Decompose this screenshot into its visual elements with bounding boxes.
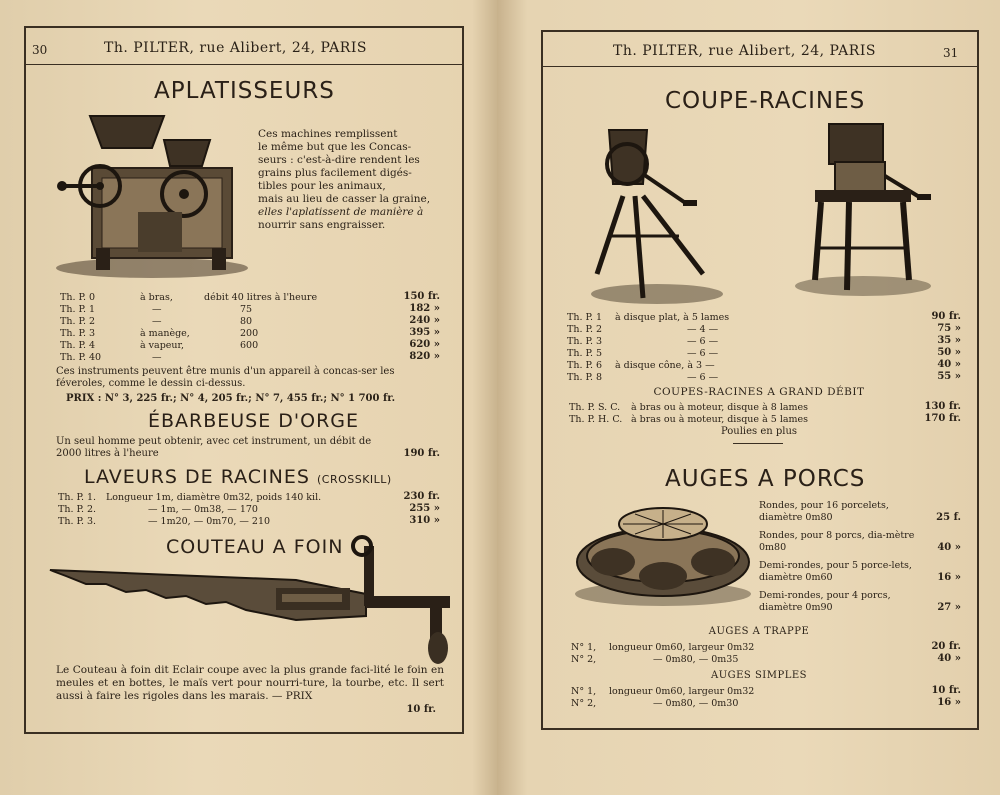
aplatisseur-illustration [52, 108, 248, 284]
model-code: Th. P. 8 [567, 372, 603, 383]
ebarbeuse-title: ÉBARBEUSE D'ORGE [148, 410, 360, 432]
price: 395 » [409, 327, 440, 338]
model-code: Th. P. 3. [58, 516, 97, 527]
root-cutter-left-illustration [587, 124, 727, 304]
description-line: nourrir sans engraisser. [258, 219, 386, 231]
coupe-racines-title: COUPE-RACINES [665, 88, 866, 114]
price: 35 » [937, 335, 961, 346]
description-line: mais au lieu de casser la graine, [258, 193, 431, 205]
laveurs-subtitle: (CROSSKILL) [316, 473, 392, 486]
model-code: Th. P. 6 [567, 360, 603, 371]
price: 40 » [937, 542, 961, 553]
left-page [0, 0, 497, 795]
row-info: longueur 0m60, largeur 0m32 [609, 686, 755, 697]
row-info: 600 [240, 340, 259, 351]
model-code: Th. P. 0 [60, 292, 96, 303]
drive-type: — [152, 352, 162, 363]
row-info: 200 [240, 328, 259, 339]
price: 16 » [937, 697, 961, 708]
price: 820 » [409, 351, 440, 362]
aplatisseurs-description [258, 128, 440, 232]
row-info: à disque plat, à 5 lames [615, 312, 730, 323]
model-code: N° 2, [571, 654, 597, 665]
drive-type: à vapeur, [140, 340, 185, 351]
page-header: Th. PILTER, rue Alibert, 24, PARIS [613, 43, 876, 59]
model-code: Th. P. H. C. [569, 414, 623, 425]
laveurs-title-text: LAVEURS DE RACINES [84, 466, 310, 488]
price: 182 » [409, 303, 440, 314]
hay-knife-illustration [46, 536, 458, 666]
row-info: à disque cône, à 3 — [615, 360, 715, 371]
model-code: Th. P. S. C. [569, 402, 621, 413]
row-info: — 0m80, — 0m30 [653, 698, 739, 709]
model-code: Th. P. 2. [58, 504, 97, 515]
page-number: 30 [32, 43, 48, 57]
price: 75 » [937, 323, 961, 334]
price: 40 » [937, 359, 961, 370]
description-line: Ces machines remplissent [258, 128, 398, 140]
aplatisseurs-title: APLATISSEURS [154, 78, 335, 104]
model-code: Th. P. 1 [60, 304, 96, 315]
couteau-price: 10 fr. [406, 704, 436, 715]
price: 230 fr. [403, 491, 440, 502]
row-info: — 1m, — 0m38, — 170 [148, 504, 258, 515]
aplatisseurs-prix: PRIX : N° 3, 225 fr.; N° 4, 205 fr.; N° 7, 455 fr.; N° 1 700 fr. [66, 393, 396, 404]
price: 27 » [937, 602, 961, 613]
right-header-rule [541, 66, 979, 67]
row-info: 75 [240, 304, 253, 315]
row-info: Demi-rondes, pour 5 porce-lets, diamètre 0m60 [759, 560, 912, 583]
ebarbeuse-text: Un seul homme peut obtenir, avec cet instrument, un débit de 2000 litres à l'heure [56, 436, 372, 459]
price: 150 fr. [403, 291, 440, 302]
model-code: N° 1, [571, 686, 597, 697]
row-info: 80 [240, 316, 253, 327]
page-number: 31 [943, 46, 959, 60]
couteau-title: COUTEAU A FOIN [166, 536, 344, 558]
model-code: Th. P. 4 [60, 340, 96, 351]
right-page [497, 0, 1000, 795]
laveurs-title [84, 466, 392, 488]
table-row [60, 292, 95, 303]
row-info: Demi-rondes, pour 4 porcs, diamètre 0m90 [759, 590, 891, 613]
price: 10 fr. [931, 685, 961, 696]
model-code: Th. P. 1 [567, 312, 603, 323]
left-header-rule [24, 64, 464, 65]
couteau-text: Le Couteau à foin dit Eclair coupe avec la plus grande faci-lité le foin en meules et en bottes, le maïs vert pour nourri-ture, la tourbe, etc. Il sert aussi à faire les rigoles dans les marais. — PRIX [56, 664, 444, 702]
pulleys-note: Poulies en plus [720, 426, 798, 437]
row-info: — 0m80, — 0m35 [653, 654, 739, 665]
drive-type: à bras, [140, 292, 173, 303]
price: 620 » [409, 339, 440, 350]
grand-debit-title: COUPES-RACINES A GRAND DÉBIT [653, 386, 865, 398]
price: 90 fr. [931, 311, 961, 322]
row-info: — 6 — [687, 348, 719, 359]
price: 20 fr. [931, 641, 961, 652]
row-info: à bras ou à moteur, disque à 8 lames [631, 402, 809, 413]
model-code: Th. P. 40 [60, 352, 102, 363]
description-line: seurs : c'est-à-dire rendent les [258, 154, 420, 166]
model-code: N° 1, [571, 642, 597, 653]
simples-title: AUGES SIMPLES [710, 670, 808, 681]
price: 310 » [409, 515, 440, 526]
row-info: — 1m20, — 0m70, — 210 [148, 516, 271, 527]
description-line: le même but que les Concas- [258, 141, 412, 153]
row-info: longueur 0m60, largeur 0m32 [609, 642, 755, 653]
price: 40 » [937, 653, 961, 664]
price: 255 » [409, 503, 440, 514]
model-code: N° 2, [571, 698, 597, 709]
row-info: débit 40 litres à l'heure [204, 292, 318, 303]
price: 16 » [937, 572, 961, 583]
section-divider [733, 443, 783, 444]
row-info: Longueur 1m, diamètre 0m32, poids 140 kil. [106, 492, 322, 503]
price: 170 fr. [924, 413, 961, 424]
model-code: Th. P. 2 [567, 324, 603, 335]
drive-type: — [152, 304, 162, 315]
model-code: Th. P. 3 [60, 328, 96, 339]
price: 25 f. [936, 512, 961, 523]
root-cutter-right-illustration [791, 118, 941, 298]
row-info: — 6 — [687, 372, 719, 383]
row-info: Rondes, pour 8 porcs, dia-mètre 0m80 [759, 530, 915, 553]
row-info: Rondes, pour 16 porcelets, diamètre 0m80 [759, 500, 889, 523]
drive-type: à manège, [140, 328, 190, 339]
auges-title: AUGES A PORCS [665, 466, 866, 492]
aplatisseurs-note: Ces instruments peuvent être munis d'un appareil à concas-ser les féveroles, comme le dessin ci-dessus. [56, 366, 395, 389]
ebarbeuse-price: 190 fr. [403, 448, 440, 459]
trappe-title: AUGES A TRAPPE [708, 626, 810, 637]
price: 50 » [937, 347, 961, 358]
model-code: Th. P. 5 [567, 348, 603, 359]
description-line: elles l'aplatissent de manière à [258, 206, 424, 218]
row-info: à bras ou à moteur, disque à 5 lames [631, 414, 809, 425]
model-code: Th. P. 3 [567, 336, 603, 347]
drive-type: — [152, 316, 162, 327]
model-code: Th. P. 2 [60, 316, 96, 327]
model-code: Th. P. 1. [58, 492, 97, 503]
description-line: grains plus facilement digés- [258, 167, 412, 179]
row-info: — 6 — [687, 336, 719, 347]
pig-trough-illustration [573, 502, 753, 612]
price: 130 fr. [924, 401, 961, 412]
price: 240 » [409, 315, 440, 326]
price: 55 » [937, 371, 961, 382]
description-line: tibles pour les animaux, [258, 180, 386, 192]
page-header: Th. PILTER, rue Alibert, 24, PARIS [104, 40, 367, 56]
row-info: — 4 — [687, 324, 719, 335]
